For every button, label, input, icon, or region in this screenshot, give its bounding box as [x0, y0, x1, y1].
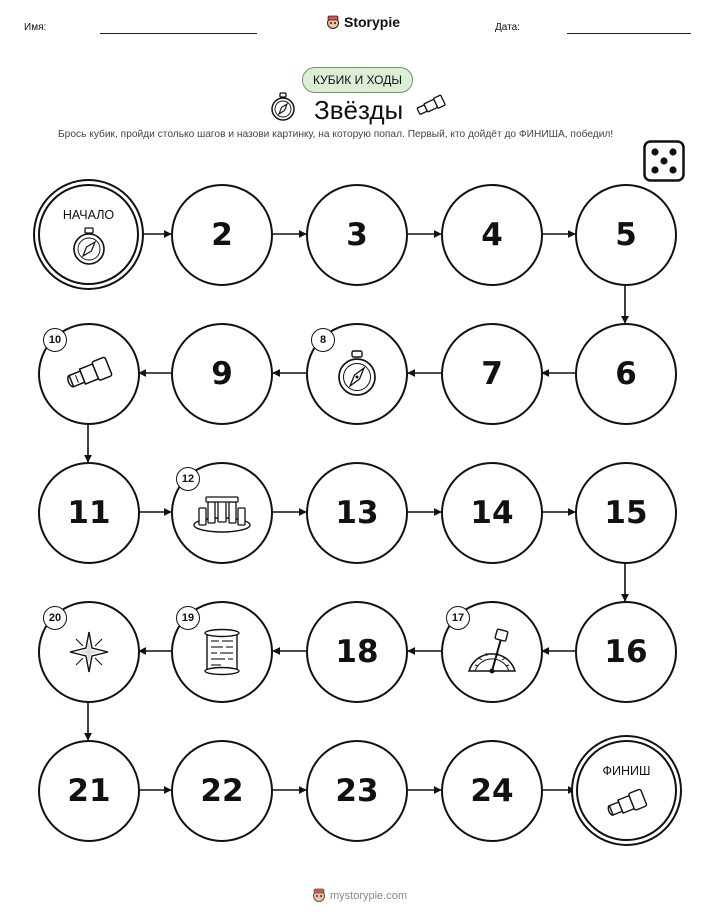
footer-url[interactable]: mystorypie.com: [330, 889, 408, 902]
name-label: Имя:: [24, 22, 47, 33]
footer: [312, 888, 407, 903]
cell-number-badge: 8: [311, 328, 335, 352]
board-cell-23[interactable]: 23: [306, 740, 408, 842]
start-cell[interactable]: [38, 184, 139, 285]
date-label: Дата:: [495, 22, 520, 33]
cell-number-badge: 20: [43, 606, 67, 630]
board-cell-24[interactable]: 24: [441, 740, 543, 842]
start-label: НАЧАЛО: [62, 208, 115, 222]
board-cell-10[interactable]: [38, 323, 140, 425]
board-cell-18[interactable]: 18: [306, 601, 408, 703]
cell-number-badge: 12: [176, 467, 200, 491]
instructions: Брось кубик, пройди столько шагов и назови картинку, на которую попал. Первый, кто дойдёт до ФИНИША, победил!: [58, 129, 614, 140]
board-cell-22[interactable]: 22: [171, 740, 273, 842]
sextant-icon: [463, 627, 521, 677]
storypie-mascot-icon: [312, 888, 326, 903]
star-icon: [66, 629, 112, 675]
board-cell-12[interactable]: [171, 462, 273, 564]
telescope-icon: [62, 356, 116, 392]
board-cell-16[interactable]: 16: [575, 601, 677, 703]
board-cell-6[interactable]: 6: [575, 323, 677, 425]
cell-number-badge: 10: [43, 328, 67, 352]
board-cell-3[interactable]: 3: [306, 184, 408, 286]
board-cell-2[interactable]: 2: [171, 184, 273, 286]
finish-label: ФИНИШ: [602, 764, 651, 778]
board-cell-7[interactable]: 7: [441, 323, 543, 425]
board-cell-9[interactable]: 9: [171, 323, 273, 425]
finish-cell[interactable]: [576, 740, 677, 841]
page-title: Звёзды: [314, 95, 404, 125]
board-cell-17[interactable]: [441, 601, 543, 703]
board-cell-11[interactable]: 11: [38, 462, 140, 564]
compass-icon: [335, 350, 379, 398]
cell-number-badge: 19: [176, 606, 200, 630]
telescope-icon: [603, 788, 651, 820]
board-cell-4[interactable]: 4: [441, 184, 543, 286]
scroll-map-icon: [199, 627, 245, 677]
board-cell-19[interactable]: [171, 601, 273, 703]
game-type-badge: КУБИК И ХОДЫ: [302, 67, 413, 93]
board-cell-21[interactable]: 21: [38, 740, 140, 842]
board-cell-8[interactable]: [306, 323, 408, 425]
compass-icon: [69, 227, 109, 267]
board-cell-15[interactable]: 15: [575, 462, 677, 564]
brand-name: Storypie: [344, 14, 401, 30]
board-cell-14[interactable]: 14: [441, 462, 543, 564]
stonehenge-icon: [191, 492, 253, 534]
board-cell-13[interactable]: 13: [306, 462, 408, 564]
board-cell-5[interactable]: 5: [575, 184, 677, 286]
board-cell-20[interactable]: [38, 601, 140, 703]
cell-number-badge: 17: [446, 606, 470, 630]
